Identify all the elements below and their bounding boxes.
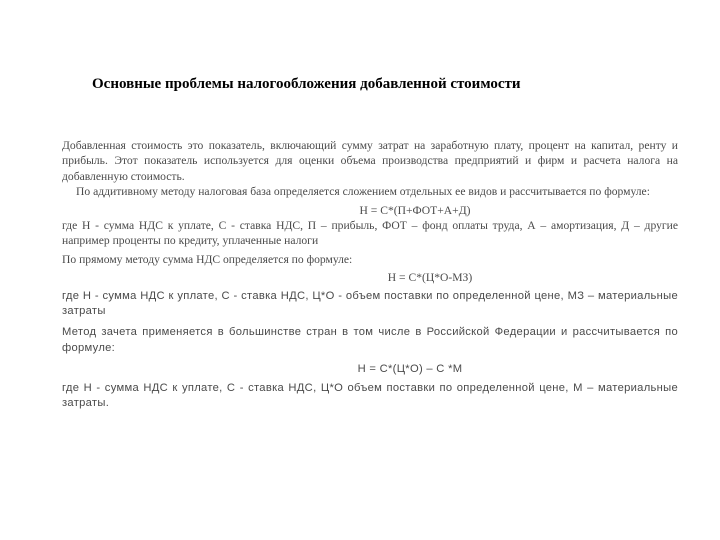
slide-body	[62, 138, 678, 412]
paragraph-offset-method: Метод зачета применяется в большинстве стран в том числе в Российской Федерации и рассчитывается по формуле:	[62, 326, 678, 354]
slide-title: Основные проблемы налогообложения добавленной стоимости	[92, 76, 521, 92]
paragraph-additive-legend: где Н - сумма НДС к уплате, С - ставка НДС, П – прибыль, ФОТ – фонд оплаты труда, А – амортизация, Д – другие например проценты по кредиту, уплаченные налоги	[62, 219, 678, 248]
paragraph-definition: Добавленная стоимость это показатель, включающий сумму затрат на заработную плату, процент на капитал, ренту и прибыль. Этот показатель используется для оценки объема производства предприятий и фирм и расчета налога на добавленную стоимость.	[62, 139, 678, 183]
formula-direct: Н = С*(Ц*О-МЗ)	[387, 271, 473, 285]
paragraph-direct-legend: где Н - сумма НДС к уплате, С - ставка НДС, Ц*О - объем поставки по определенной цене, МЗ – материальные затраты	[62, 289, 678, 318]
paragraph-offset-legend: где Н - сумма НДС к уплате, С - ставка НДС, Ц*О объем поставки по определенной цене, М – материальные затраты.	[62, 381, 678, 410]
formula-additive: Н = С*(П+ФОТ+А+Д)	[359, 203, 471, 217]
formula-offset: Н = С*(Ц*О) – С *М	[357, 363, 463, 376]
paragraph-direct-method: По прямому методу сумма НДС определяется по формуле:	[62, 252, 353, 266]
paragraph-additive-method: По аддитивному методу налоговая база определяется сложением отдельных ее видов и рассчитывается по формуле:	[76, 185, 650, 199]
